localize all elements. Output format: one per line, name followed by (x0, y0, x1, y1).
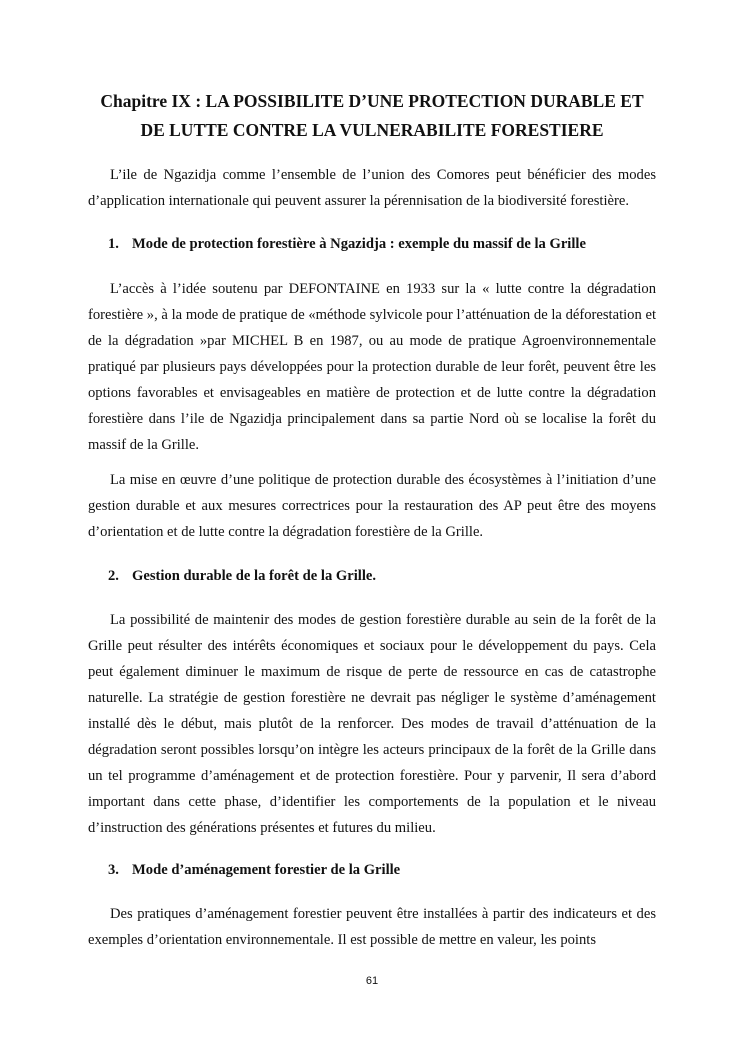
page-number: 61 (365, 975, 379, 987)
heading-number: 3. (108, 862, 119, 878)
heading-number: 2. (108, 568, 119, 584)
section-heading-1 (108, 234, 676, 254)
paragraph: L’accès à l’idée soutenu par DEFONTAINE en 1933 sur la « lutte contre la dégradation forestière », à la mode de pratique de «méthode sylvicole pour l’atténuation de la déforestation et de la dégradation »par MICHEL B en 1987, ou au mode de pratique Agroenvironnementale pratiqué par plusieurs pays développées pour la protection durable de leur forêt, peuvent être les options favorables et envisageables en matière de protection et de lutte contre la dégradation forestière dans l’ile de Ngazidja principalement dans sa partie Nord où se localise la forêt du massif de la Grille. (88, 281, 656, 453)
heading-text: Gestion durable de la forêt de la Grille. (132, 568, 377, 584)
chapter-title-line1: Chapitre IX : LA POSSIBILITE D’UNE PROTECTION DURABLE ET (100, 91, 644, 111)
paragraph: La possibilité de maintenir des modes de gestion forestière durable au sein de la forêt de la Grille peut résulter des intérêts économiques et sociaux pour le développement du pays. Cela peut également diminuer le maximum de risque de perte de ressource en cas de catastrophe naturelle. La stratégie de gestion forestière ne devrait pas négliger le système d’aménagement installé dès le début, mais plutôt de la renforcer. Des modes de travail d’atténuation de la dégradation seront possibles lorsqu’on intègre les acteurs principaux de la forêt de la Grille dans un tel programme d’aménagement et de protection forestière. Pour y parvenir, Il sera d’abord important dans cette phase, d’identifier les comportements de la population et le niveau d’instruction des générations présentes et futures du milieu. (88, 612, 656, 836)
heading-text: Mode de protection forestière à Ngazidja : exemple du massif de la Grille (132, 236, 586, 252)
section-heading-2 (108, 566, 676, 586)
section-heading-3 (108, 860, 676, 880)
chapter-title (80, 87, 664, 145)
heading-text: Mode d’aménagement forestier de la Grille (132, 862, 401, 878)
paragraph: Des pratiques d’aménagement forestier peuvent être installées à partir des indicateurs et des exemples d’orientation environnementale. Il est possible de mettre en valeur, les points (88, 906, 656, 948)
paragraph: La mise en œuvre d’une politique de protection durable des écosystèmes à l’initiation d’une gestion durable et aux mesures correctrices pour la restauration des AP peut être des moyens d’orientation et de lutte contre la dégradation forestière de la Grille. (88, 472, 656, 540)
paragraph: L’ile de Ngazidja comme l’ensemble de l’union des Comores peut bénéficier des modes d’application internationale qui peuvent assurer la pérennisation de la biodiversité forestière. (88, 167, 656, 209)
heading-number: 1. (108, 236, 119, 252)
chapter-title-line2: DE LUTTE CONTRE LA VULNERABILITE FORESTIERE (140, 120, 604, 140)
